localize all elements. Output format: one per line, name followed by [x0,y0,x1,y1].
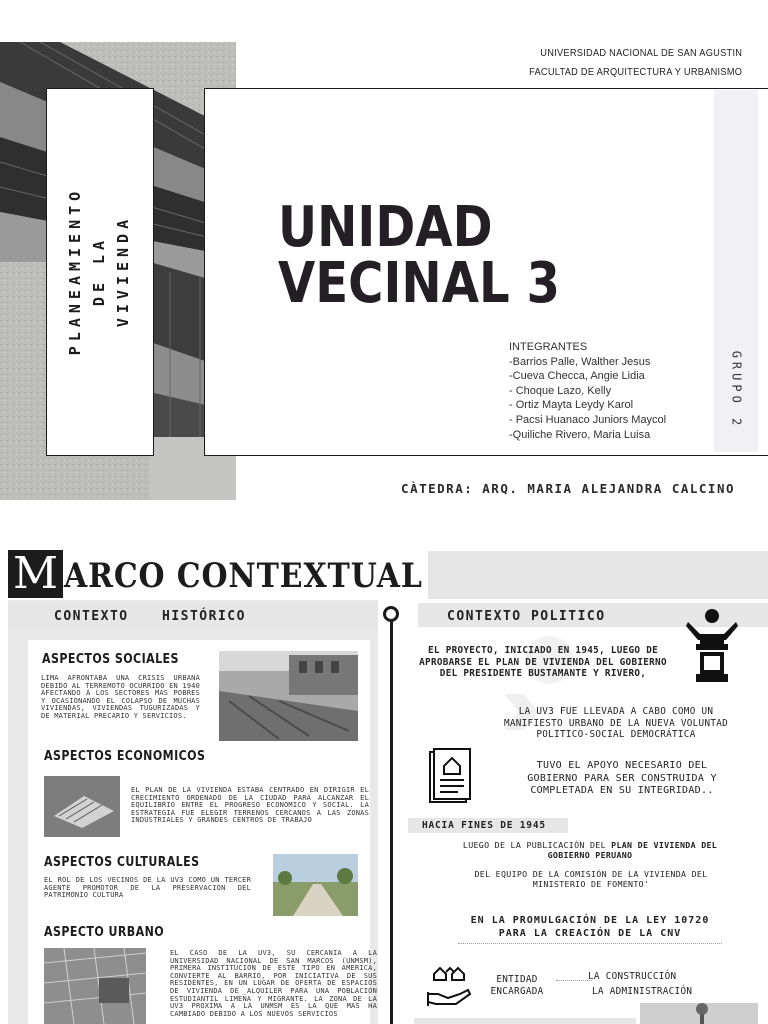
header-band [428,551,768,599]
tab-historic-label-2: HISTÓRICO [162,609,246,624]
bottom-photo [640,1003,758,1024]
earthquake-photo [219,651,358,741]
member-item: - Choque Lazo, Kelly [509,384,612,397]
political-text-1: EL PROYECTO, INICIADO EN 1945, LUEGO DE APROBARSE EL PLAN DE VIVIENDA DEL GOBIERNO DEL PRESIDENTE BUSTAMANTE Y RIVERO, [419,645,667,680]
course-title [46,88,152,454]
social-text: LIMA AFRONTABA UNA CRISIS URBANA DEBIDO AL TERREMOTO OCURRIDO EN 1940 AFECTANDO A LOS SECTORES MAS POBRES Y OCASIONANDO EL COLAPSO DE MUCHAS VIVIENDAS, VIVIENDAS TUGURIZADAS Y DE MATERIAL PRECARIO Y SERVICIOS. [41,674,200,720]
political-text-5: DEL EQUIPO DE LA COMISIÓN DE LA VIVIENDA DEL MINISTERIO DE FOMENTO' [474,869,708,889]
urban-map-photo [44,948,146,1024]
aerial-photo [44,776,120,837]
political-text-4b: PLAN DE VIVIENDA DEL GOBIERNO PERUANO [547,840,718,860]
main-title-line1: UNIDAD [278,195,493,260]
university-name: UNIVERSIDAD NACIONAL DE SAN AGUSTIN [540,47,742,59]
timeline-line [390,614,393,1024]
document-house-icon [428,748,472,804]
members-heading: INTEGRANTES [509,341,588,353]
faculty-name: FACULTAD DE ARQUITECTURA Y URBANISMO [528,66,742,78]
hand-houses-icon [426,964,472,1008]
entidad-label: ENTIDAD ENCARGADA [490,974,544,997]
members-list [509,340,666,442]
main-title-line2: VECINAL 3 [278,251,560,316]
ley-text: EN LA PROMULGACIÓN DE LA LEY 10720 PARA LA CREACIÓN DE LA CNV [458,915,722,944]
economic-heading: ASPECTOS ECONOMICOS [44,749,206,764]
timeline-dot [383,606,399,622]
group-label-text: GRUPO 2 [729,350,744,430]
political-text-4a: LUEGO DE LA PUBLICACIÓN DEL [462,840,612,850]
member-item: -Quiliche Rivero, Maria Luisa [509,428,651,441]
connector-line [556,980,592,981]
social-heading: ASPECTOS SOCIALES [42,652,179,667]
cultural-heading: ASPECTOS CULTURALES [44,855,200,870]
section-initial: M [8,550,63,598]
urban-heading: ASPECTO URBANO [44,925,165,940]
park-photo [273,854,358,916]
cultural-text: EL ROL DE LOS VECINOS DE LA UV3 COMO UN TERCER AGENTE PROMOTOR DE LA PRESERVACION DEL PATRIMONIO CULTURA [44,876,251,900]
administracion-label: LA ADMINISTRACIÓN [592,986,693,997]
speaker-podium-icon [686,608,738,686]
section-title: ARCO CONTEXTUAL [64,556,423,596]
construccion-label: LA CONSTRUCCIÓN [588,971,677,982]
tab-political-label: CONTEXTO POLITICO [447,609,606,624]
main-title [278,195,560,316]
economic-text: EL PLAN DE LA VIVIENDA ESTABA CENTRADO EN DIRIGIR EL CRECIMIENTO ORDENADO DE LA CIUDAD PARA ALCANZAR EL EQUILIBRIO ENTRE EL PROGRESO ECONOMICO Y SOCIAL. LA ESTRATEGIA FUE ELEGIR TERRENOS CERCANOS A LAS ZONAS INDUSTRIALES Y GRANDES CENTROS DE TRABAJO [131,786,369,825]
catedra-label: CÀTEDRA: ARQ. MARIA ALEJANDRA CALCINO [401,481,735,496]
group-label [714,340,758,440]
university-header [529,44,742,82]
member-item: -Cueva Checca, Angie Lidia [509,370,645,383]
political-text-4 [440,841,740,861]
hacia-label: HACIA FINES DE 1945 [422,820,546,831]
course-title-text: PLANEAMIENTO DE LA VIVIENDA [66,186,132,356]
tab-historic-label-1: CONTEXTO [54,609,129,624]
political-text-3: TUVO EL APOYO NECESARIO DEL GOBIERNO PARA SER CONSTRUIDA Y COMPLETADA EN SU INTEGRIDAD.. [527,760,717,796]
bottom-band [414,1018,636,1024]
member-item: - Ortiz Mayta Leydy Karol [509,399,634,412]
urban-text: EL CASO DE LA UV3, SU CERCANIA A LA UNIVERSIDAD NACIONAL DE SAN MARCOS (UNMSM), PRIMERA INSTITUCION DE ESTE TIPO EN AMERICA, CONVIERTE AL BARRIO, POR INICIATIVA DE SUS RESIDENTES, EN UN LUGAR DE OFERTA DE ESPACIOS DE VIVIENDA DE ALQUILER PARA UNA POBLACION ESTUDIANTIL LIMEÑA Y MIGRANTE. LA ZONA DE LA UV3 PROXIMA A LA UNMSM ES LA QUE MAS HA CAMBIADO DEBIDO A LOS NUEVOS SERVICIOS [170,949,377,1018]
member-item: -Barrios Palle, Walther Jesus [509,355,651,368]
political-text-2: LA UV3 FUE LLEVADA A CABO COMO UN MANIFIESTO URBANO DE LA NUEVA VOLUNTAD POLITICO-SOCIAL DEMOCRÁTICA [503,706,729,741]
member-item: - Pacsi Huanaco Juniors Maycol [509,413,667,426]
